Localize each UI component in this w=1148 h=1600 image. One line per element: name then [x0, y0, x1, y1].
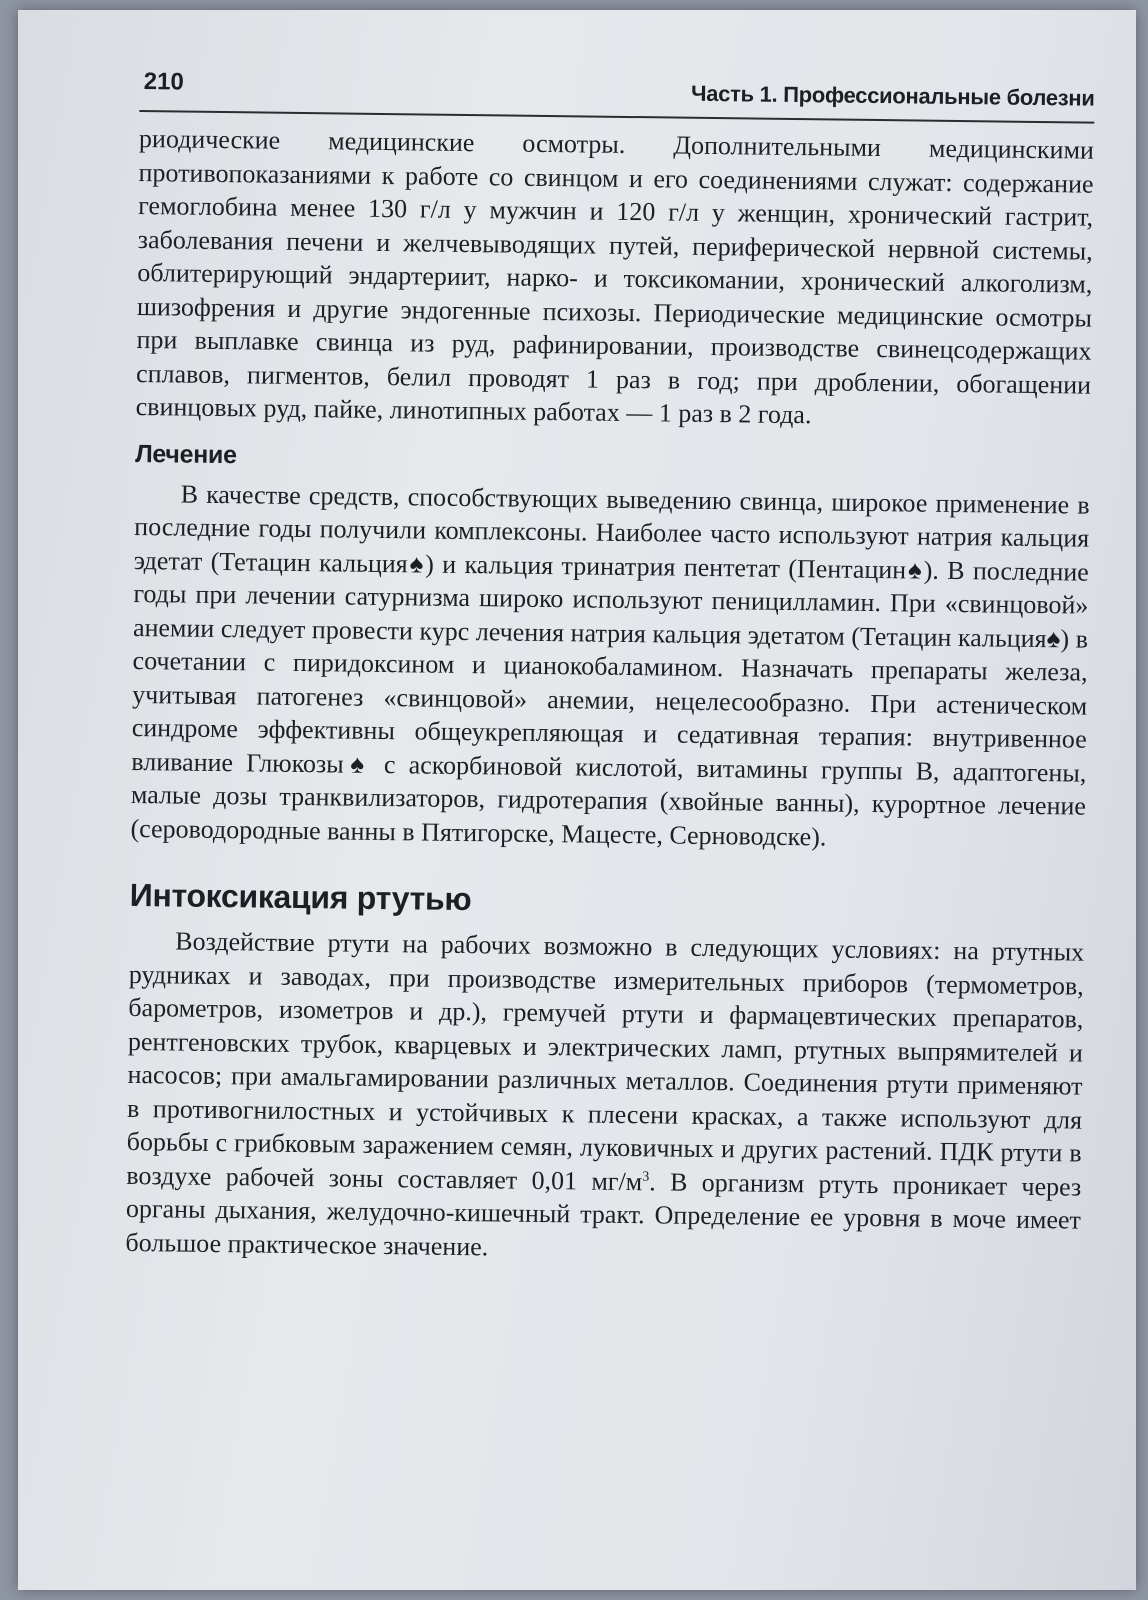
cubic-superscript: 3 [642, 1169, 650, 1185]
treatment-paragraph: В качестве средств, способствующих выведению свинца, широкое применение в последние годы получили комплексоны. Наиболее часто используют натрия кальция эдетат (Тетацин кальция♠) и кальция тринатрия пентетат (Пентацин♠). В последние годы при лечении сатурнизма широко используют пеницилламин. При «свинцовой» анемии следует провести курс лечения натрия кальция эдетатом (Тетацин кальция♠) в сочетании с пиридоксином и цианокобаламином. Назначать препараты железа, учитывая патогенез «свинцовой» анемии, нецелесообразно. При астеническом синдроме эффективны общеукрепляющая и седативная терапия: внутривенное вливание Глюкозы♠ с аскорбиновой кислотой, витамины группы В, адаптогены, малые дозы транквилизаторов, гидротерапия (хвойные ванны), курортное лечение (сероводородные ванны в Пятигорске, Мацесте, Серноводске). [130, 479, 1090, 851]
continuation-paragraph: риодические медицинские осмотры. Дополнительными медицинскими противопоказаниями к работе со свинцом и его соединениями служат: содержание гемоглобина менее 130 г/л у мужчин и 120 г/л у женщин, хронический гастрит, заболевания печени и желчевыводящих путей, периферической нервной системы, облитерирующий эндартериит, нарко- и токсикомании, хронический алкоголизм, шизофрения и другие эндогенные психозы. Периодические медицинские осмотры при выплавке свинца из руд, рафинировании, производстве свинецсодержащих сплавов, пигментов, белил проводят 1 раз в год; при дроблении, обогащении свинцовых руд, пайке, линотипных работах — 1 раз в 2 года. [135, 123, 1095, 430]
mercury-section-heading: Интоксикация ртутью [129, 876, 472, 918]
page-content [125, 58, 1095, 1271]
page-number: 210 [143, 68, 184, 96]
mercury-text-part2: . В организм ртуть проникает через органы дыхания, желудочно-кишечный тракт. Определение ее уровня в моче имеет большое практическое значение. [125, 1166, 1082, 1261]
book-page [18, 10, 1136, 1590]
running-header [139, 58, 1095, 124]
treatment-heading: Лечение [134, 439, 237, 469]
mercury-text-part1: Воздействие ртути на рабочих возможно в следующих условиях: на ртутных рудниках и заводах, при производстве измерительных приборов (термометров, барометров, изометров и др.), гремучей ртути и фармацевтических препаратов, рентгеновских трубок, кварцевых и электрических ламп, ртутных выпрямителей и насосов; при амальгамировании различных металлов. Соединения ртути применяют в противогнилостных и устойчивых к плесени красках, а также используют для борьбы с грибковым заражением семян, луковичных и других растений. ПДК ртути в воздухе рабочей зоны составляет 0,01 мг/м [126, 926, 1085, 1196]
mercury-paragraph [125, 924, 1084, 1271]
running-title: Часть 1. Профессиональные болезни [690, 80, 1095, 111]
